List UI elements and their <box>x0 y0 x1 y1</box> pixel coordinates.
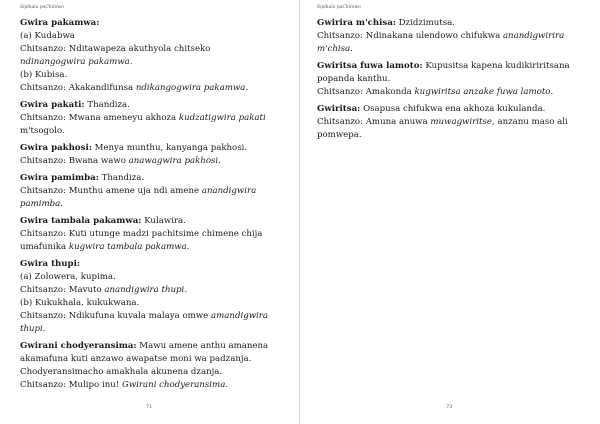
right-page <box>300 0 600 424</box>
line-text: Chitsanzo: Nditawapeza akuthyola chitseko <box>20 44 211 54</box>
entry-line <box>20 271 290 284</box>
entry-line <box>20 30 290 43</box>
entry-line <box>20 323 290 336</box>
page-number: 73 <box>446 404 453 410</box>
line-tail: . <box>60 199 64 209</box>
entry-line <box>20 155 290 168</box>
dictionary-entries <box>317 17 587 146</box>
entry-line <box>20 353 290 366</box>
line-text: umafunika <box>20 242 69 252</box>
line-text: (b) Kukukhala, kukukwana. <box>20 298 140 308</box>
dictionary-entry <box>317 17 587 56</box>
entry-heading <box>20 340 290 353</box>
entry-line <box>317 73 587 86</box>
example-phrase: kugwira tambala pakamwa <box>68 242 187 252</box>
definition: Mawu amene anthu amanena <box>136 341 269 351</box>
definition: Dzidzimutsa. <box>395 18 456 28</box>
headword: Gwira tambala pakamwa: <box>20 216 142 226</box>
line-text: (a) Zolowera, kupima. <box>20 272 116 282</box>
dictionary-entry <box>317 103 587 142</box>
definition: Menya munthu, kanyanga pakhosi. <box>91 143 248 153</box>
line-text: akamafuna kuti anzawo awapatse moni wa padzanja. <box>20 354 252 364</box>
entry-line <box>317 129 587 142</box>
running-head: Sipikala paChilowo <box>317 5 361 10</box>
line-text: Chitsanzo: Ndinakana ulendowo chifukwa <box>317 31 503 41</box>
line-text: Chitsanzo: Amuna anuwa <box>317 117 431 127</box>
example-phrase: pamimba <box>20 199 61 209</box>
dictionary-entry <box>317 60 587 99</box>
example-phrase: anandigwira <box>201 186 257 196</box>
entry-line <box>20 310 290 323</box>
definition: Thandiza. <box>98 173 145 183</box>
entry-line <box>20 43 290 56</box>
example-phrase: ndikangogwira pakamwa <box>135 83 246 93</box>
headword: Gwira thupi: <box>20 259 81 269</box>
entry-heading <box>20 17 290 30</box>
line-text: Chitsanzo: Akakandifunsa <box>20 83 136 93</box>
line-text: Chitsanzo: Munthu amene uja ndi amene <box>20 186 202 196</box>
line-text: Chitsanzo: Bwana wawo <box>20 156 129 166</box>
entry-line <box>317 30 587 43</box>
entry-line <box>20 185 290 198</box>
dictionary-entry <box>20 258 290 336</box>
line-text: Chitsanzo: Kuti utunge madzi pachitsime chimene chija <box>20 229 263 239</box>
example-phrase: kudzatigwira pakati <box>178 113 266 123</box>
line-tail: , anzanu maso ali <box>491 117 568 127</box>
dictionary-entry <box>20 215 290 254</box>
example-phrase: m'chisa <box>317 44 351 54</box>
dictionary-entry <box>20 142 290 168</box>
entry-heading <box>317 103 587 116</box>
entry-heading <box>20 142 290 155</box>
line-tail: . <box>42 324 46 334</box>
page-number: 71 <box>146 404 153 410</box>
example-phrase: thupi <box>20 324 43 334</box>
entry-heading <box>20 215 290 228</box>
headword: Gwirira m'chisa: <box>317 18 396 28</box>
entry-line <box>20 125 290 138</box>
line-text: m'tsogolo. <box>20 126 65 136</box>
headword: Gwirani chodyeransima: <box>20 341 137 351</box>
line-tail: . <box>184 285 188 295</box>
entry-line <box>20 69 290 82</box>
dictionary-entry <box>20 340 290 392</box>
dictionary-entry <box>20 17 290 95</box>
line-tail: . <box>218 156 221 166</box>
dictionary-entry <box>20 99 290 138</box>
example-phrase: muwagwiritse <box>430 117 492 127</box>
line-tail: . <box>245 83 249 93</box>
example-phrase: anandigwira thupi <box>104 285 185 295</box>
entry-line <box>317 86 587 99</box>
definition: Kulawira. <box>141 216 186 226</box>
dictionary-entry <box>20 172 290 211</box>
example-phrase: anandigwirira <box>502 31 565 41</box>
definition: Osapusa chifukwa ena akhoza kukulanda. <box>360 104 546 114</box>
line-tail: . <box>225 380 229 390</box>
example-phrase: kugwiritsa anzake fuwa lamoto <box>414 87 551 97</box>
line-text: Chitsanzo: Mwana ameneyu akhoza <box>20 113 179 123</box>
dictionary-entries <box>20 17 290 396</box>
line-text: (b) Kubisa. <box>20 70 68 80</box>
line-text: pomwepa. <box>317 130 362 140</box>
entry-line <box>20 82 290 95</box>
line-tail: . <box>550 87 554 97</box>
entry-line <box>20 379 290 392</box>
line-text: Chodyeransimacho amakhala akunena dzanja. <box>20 367 223 377</box>
line-tail: . <box>186 242 190 252</box>
headword: Gwira pakati: <box>20 100 85 110</box>
example-phrase: ndinangogwira pakamwa <box>20 57 130 67</box>
entry-line <box>317 116 587 129</box>
line-text: (a) Kudabwa <box>20 31 75 41</box>
line-tail: . <box>350 44 353 54</box>
definition: Thandiza. <box>84 100 130 110</box>
line-text: Chitsanzo: Mavuto <box>20 285 105 295</box>
entry-line <box>317 43 587 56</box>
entry-line <box>20 56 290 69</box>
entry-line <box>20 284 290 297</box>
entry-line <box>20 297 290 310</box>
left-page <box>0 0 299 424</box>
headword: Gwiritsa: <box>317 104 361 114</box>
entry-line <box>20 198 290 211</box>
line-text: popanda kanthu. <box>317 74 391 84</box>
example-phrase: anawagwira pakhosi <box>128 156 219 166</box>
entry-line <box>20 228 290 241</box>
headword: Gwiritsa fuwa lamoto: <box>317 61 423 71</box>
entry-heading <box>317 17 587 30</box>
example-phrase: Gwirani chodyeransima <box>121 380 226 390</box>
line-text: Chitsanzo: Ndikufuna kuvala malaya omwe <box>20 311 212 321</box>
entry-heading <box>20 258 290 271</box>
entry-heading <box>317 60 587 73</box>
definition: Kupusitsa kapena kudikiriritsana <box>422 61 570 71</box>
line-text: Chitsanzo: Amakonda <box>317 87 415 97</box>
entry-line <box>20 112 290 125</box>
running-head: Sipikala paChilowo <box>20 5 64 10</box>
entry-line <box>20 241 290 254</box>
entry-heading <box>20 172 290 185</box>
line-tail: . <box>129 57 133 67</box>
entry-heading <box>20 99 290 112</box>
entry-line <box>20 366 290 379</box>
line-text: Chitsanzo: Mulipo inu! <box>20 380 122 390</box>
headword: Gwira pakhosi: <box>20 143 92 153</box>
headword: Gwira pakamwa: <box>20 18 100 28</box>
example-phrase: amandigwira <box>211 311 269 321</box>
headword: Gwira pamimba: <box>20 173 99 183</box>
